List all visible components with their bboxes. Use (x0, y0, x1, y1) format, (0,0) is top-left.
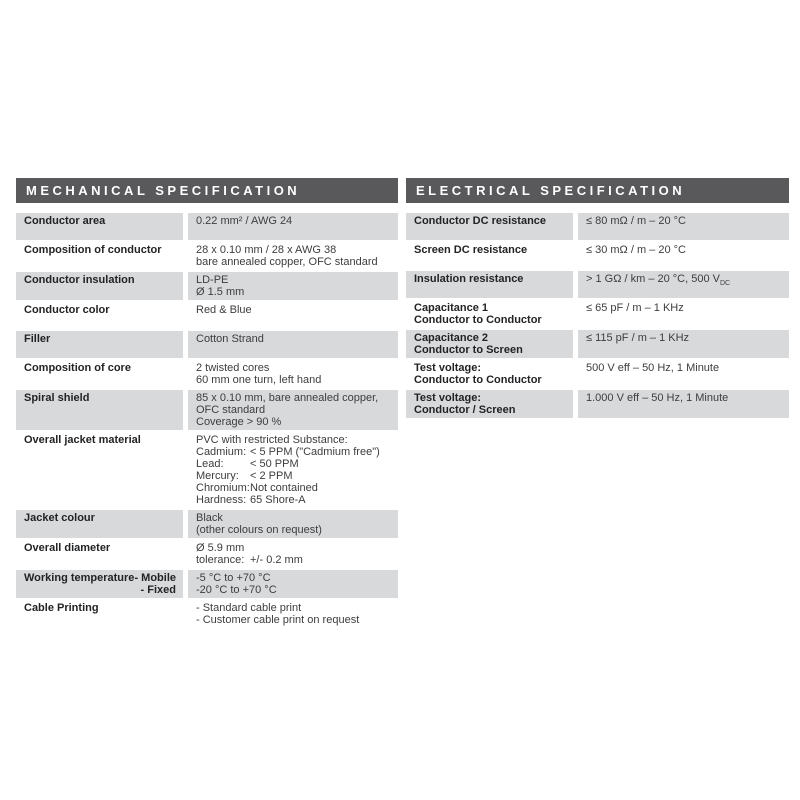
row-value (578, 390, 789, 418)
value-text: Cotton Strand (196, 333, 264, 345)
value-line (586, 244, 783, 256)
row-value (188, 242, 398, 270)
row-label (406, 360, 573, 388)
label-line: Overall diameter (24, 542, 111, 554)
value-text: -20 °C to +70 °C (196, 584, 277, 596)
row-value (188, 302, 398, 329)
value-line (196, 602, 392, 614)
row-value (188, 331, 398, 358)
label-line: Working temperature (24, 572, 135, 584)
table-row (406, 360, 789, 388)
value-text: < 50 PPM (250, 458, 299, 470)
value-line (196, 524, 392, 536)
row-label (16, 331, 183, 358)
value-text: - Standard cable print (196, 602, 302, 614)
electrical-section-header (406, 178, 789, 203)
label-lines (24, 304, 110, 327)
row-value (188, 213, 398, 240)
value-line (196, 494, 392, 506)
label-line: Test voltage: (414, 362, 482, 374)
value-text: LD-PE (196, 274, 229, 286)
label-lines (414, 392, 515, 416)
mechanical-section-title: MECHANICAL SPECIFICATION (26, 183, 301, 198)
value-line (196, 286, 392, 298)
electrical-section-title: ELECTRICAL SPECIFICATION (416, 183, 686, 198)
table-row (16, 432, 398, 508)
label-lines (24, 392, 89, 428)
mechanical-section-header (16, 178, 398, 203)
row-label (16, 390, 183, 430)
table-row (406, 213, 789, 240)
row-label (16, 540, 183, 568)
value-text: 85 x 0.10 mm, bare annealed copper, (196, 392, 379, 404)
value-text: OFC standard (196, 404, 266, 416)
label-line: Jacket colour (24, 512, 95, 524)
label-line: Insulation resistance (414, 273, 524, 285)
row-label (16, 432, 183, 508)
value-line (196, 244, 392, 256)
value-line (586, 215, 783, 227)
label-line: Conductor DC resistance (414, 215, 547, 227)
table-row (406, 330, 789, 358)
label-line: Capacitance 1 (414, 302, 488, 314)
value-text: 2 twisted cores (196, 362, 270, 374)
label-line: Test voltage: (414, 392, 482, 404)
table-row (16, 272, 398, 300)
label-sublabels (134, 572, 178, 596)
table-row (16, 213, 398, 240)
value-key: Lead: (196, 458, 224, 470)
label-lines (24, 333, 50, 356)
label-lines (414, 273, 523, 296)
value-line (196, 584, 392, 596)
value-line (196, 304, 392, 316)
value-text: -5 °C to +70 °C (196, 572, 271, 584)
row-value (578, 213, 789, 240)
value-line (196, 392, 392, 404)
value-text: Black (196, 512, 223, 524)
label-line: Conductor insulation (24, 274, 135, 286)
row-label (406, 271, 573, 298)
value-text: PVC with restricted Substance: (196, 434, 348, 446)
value-text: 0.22 mm² / AWG 24 (196, 215, 293, 227)
label-line: Conductor / Screen (414, 404, 516, 416)
row-value (188, 390, 398, 430)
table-row (16, 510, 398, 538)
value-key: tolerance: (196, 554, 245, 566)
row-value (578, 330, 789, 358)
label-subline: - Mobile (134, 572, 176, 584)
label-lines (24, 512, 95, 536)
value-text: Ø 5.9 mm (196, 542, 245, 554)
label-lines (414, 362, 542, 386)
value-line (196, 215, 392, 227)
row-value (578, 360, 789, 388)
label-line: Cable Printing (24, 602, 99, 614)
table-row (406, 271, 789, 298)
label-lines (24, 542, 110, 566)
row-label (406, 242, 573, 269)
label-lines (24, 244, 161, 268)
value-text: Coverage > 90 % (196, 416, 282, 428)
row-label (16, 242, 183, 270)
value-line (586, 302, 783, 314)
label-lines (24, 572, 134, 596)
value-line (196, 446, 392, 458)
value-text: 500 V eff – 50 Hz, 1 Minute (586, 362, 720, 374)
label-line: Composition of conductor (24, 244, 162, 256)
value-text: ≤ 80 mΩ / m – 20 °C (586, 215, 686, 227)
row-value (188, 600, 398, 628)
row-value (188, 510, 398, 538)
value-line (196, 256, 392, 268)
value-key: Mercury: (196, 470, 239, 482)
row-label (16, 570, 183, 598)
label-line: Screen DC resistance (414, 244, 528, 256)
label-line: Overall jacket material (24, 434, 141, 446)
label-subline: - Fixed (140, 584, 176, 596)
value-key: Cadmium: (196, 446, 247, 458)
value-line (586, 392, 783, 404)
value-text: 60 mm one turn, left hand (196, 374, 322, 386)
value-text: < 2 PPM (250, 470, 293, 482)
value-line (196, 482, 392, 494)
label-lines (24, 434, 141, 506)
table-row (16, 360, 398, 388)
value-line (196, 542, 392, 554)
mechanical-specification-table (16, 178, 398, 630)
label-lines (414, 244, 527, 267)
label-line: Filler (24, 333, 51, 345)
value-text: (other colours on request) (196, 524, 322, 536)
table-row (16, 331, 398, 358)
value-line (196, 374, 392, 386)
row-value (578, 300, 789, 328)
value-text: 65 Shore-A (250, 494, 306, 506)
row-label (16, 600, 183, 628)
table-row (16, 390, 398, 430)
row-label (16, 510, 183, 538)
table-row (16, 242, 398, 270)
value-text: ≤ 115 pF / m – 1 KHz (586, 332, 690, 344)
value-line (196, 572, 392, 584)
value-text: Red & Blue (196, 304, 252, 316)
row-label (406, 213, 573, 240)
label-lines (24, 362, 131, 386)
table-row (16, 570, 398, 598)
value-line (196, 458, 392, 470)
electrical-specification-table (406, 178, 789, 420)
table-row (16, 600, 398, 628)
row-label (16, 302, 183, 329)
table-row (406, 300, 789, 328)
label-line: Conductor color (24, 304, 110, 316)
label-lines (24, 215, 105, 238)
table-row (406, 242, 789, 269)
value-line (196, 404, 392, 416)
table-row (16, 302, 398, 329)
row-value (578, 242, 789, 269)
value-key: Hardness: (196, 494, 247, 506)
row-value (188, 540, 398, 568)
row-label (16, 272, 183, 300)
table-row (406, 390, 789, 418)
row-label (16, 360, 183, 388)
value-line (196, 333, 392, 345)
value-text: bare annealed copper, OFC standard (196, 256, 378, 268)
label-line: Conductor to Conductor (414, 314, 542, 326)
label-line: Composition of core (24, 362, 131, 374)
label-line: Conductor to Screen (414, 344, 523, 356)
value-text: Not contained (250, 482, 318, 494)
value-text: ≤ 30 mΩ / m – 20 °C (586, 244, 686, 256)
value-line (196, 512, 392, 524)
value-line (196, 416, 392, 428)
label-lines (24, 602, 99, 626)
value-line (196, 274, 392, 286)
value-text: - Customer cable print on request (196, 614, 360, 626)
value-text: +/- 0.2 mm (250, 554, 303, 566)
row-label (406, 390, 573, 418)
row-value (188, 272, 398, 300)
label-line: Capacitance 2 (414, 332, 488, 344)
label-line: Conductor area (24, 215, 106, 227)
label-lines (414, 302, 542, 326)
row-value (188, 360, 398, 388)
row-value (188, 432, 398, 508)
value-text: ≤ 65 pF / m – 1 KHz (586, 302, 684, 314)
value-line (586, 332, 783, 344)
value-line (196, 614, 392, 626)
electrical-table-rows (406, 213, 789, 418)
row-label (406, 330, 573, 358)
row-label (406, 300, 573, 328)
value-text: Ø 1.5 mm (196, 286, 245, 298)
label-lines (414, 215, 546, 238)
row-label (16, 213, 183, 240)
value-line (586, 273, 783, 288)
value-subscript: DC (720, 280, 731, 288)
value-text: 1.000 V eff – 50 Hz, 1 Minute (586, 392, 729, 404)
table-row (16, 540, 398, 568)
row-value (188, 570, 398, 598)
value-line (196, 554, 392, 566)
value-text: 28 x 0.10 mm / 28 x AWG 38 (196, 244, 337, 256)
value-line (196, 470, 392, 482)
mechanical-table-rows (16, 213, 398, 628)
value-line (196, 362, 392, 374)
value-line (196, 434, 392, 446)
value-key: Chromium: (196, 482, 250, 494)
label-lines (24, 274, 135, 298)
value-text: > 1 GΩ / km – 20 °C, 500 V (586, 273, 720, 285)
label-line: Conductor to Conductor (414, 374, 542, 386)
label-line: Spiral shield (24, 392, 90, 404)
row-value (578, 271, 789, 298)
label-lines (414, 332, 523, 356)
value-line (586, 362, 783, 374)
value-text: < 5 PPM ("Cadmium free") (250, 446, 380, 458)
